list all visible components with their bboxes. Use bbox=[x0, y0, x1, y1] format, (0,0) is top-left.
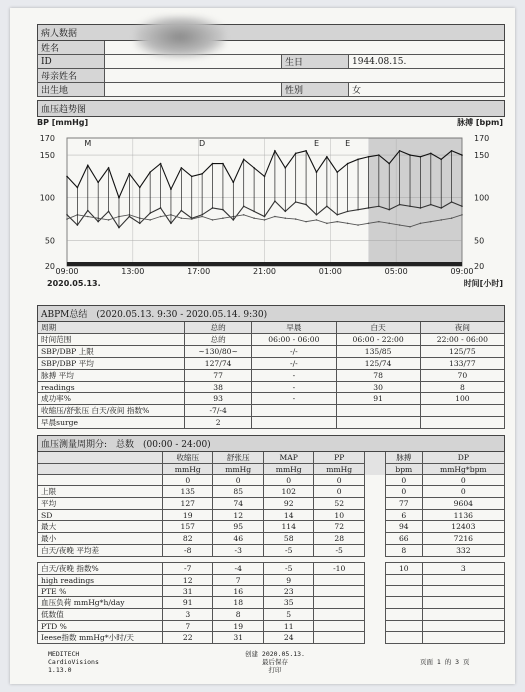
abpm-cell: 38 bbox=[185, 382, 252, 393]
x-tick-label: 01:00 bbox=[318, 267, 342, 276]
data-point bbox=[87, 216, 89, 218]
abpm-cell: 78 bbox=[336, 370, 420, 382]
period-cell: 95 bbox=[213, 521, 263, 533]
period-row bbox=[38, 510, 505, 521]
period-cell: 23 bbox=[263, 586, 313, 597]
period-cell: 94 bbox=[385, 521, 422, 533]
period-cell: 0 bbox=[213, 475, 263, 486]
y2-tick-label: 50 bbox=[474, 236, 485, 246]
abpm-header-cell: 白天 bbox=[336, 322, 420, 334]
period-cell bbox=[422, 632, 504, 644]
footer-vendor: MEDITECH bbox=[48, 650, 80, 658]
period-cell bbox=[364, 586, 385, 597]
footer-center bbox=[230, 650, 320, 674]
abpm-header-cell: 总的 bbox=[185, 322, 252, 334]
data-point bbox=[357, 224, 359, 226]
period-cell: 10 bbox=[385, 563, 422, 575]
period-cell: 12403 bbox=[422, 521, 504, 533]
period-cell: 6 bbox=[385, 510, 422, 521]
period-cell bbox=[38, 464, 163, 475]
footer-page-number: 页面 1 的 3 页 bbox=[420, 658, 470, 666]
period-cell: 14 bbox=[263, 510, 313, 521]
period-cell bbox=[364, 486, 385, 498]
x-tick-label: 21:00 bbox=[252, 267, 277, 276]
period-cell: 24 bbox=[263, 632, 313, 644]
period-cell bbox=[364, 510, 385, 521]
footer-left bbox=[48, 650, 99, 674]
abpm-cell: 06:00 - 06:00 bbox=[252, 334, 336, 346]
period-row bbox=[38, 475, 505, 486]
name-label: 姓名 bbox=[38, 41, 105, 55]
period-cell: -10 bbox=[314, 563, 364, 575]
period-row bbox=[38, 597, 505, 609]
trend-section bbox=[37, 100, 505, 296]
abpm-cell: SBP/DBP 上限 bbox=[38, 346, 185, 358]
abpm-cell: SBP/DBP 平均 bbox=[38, 358, 185, 370]
mother-label: 母亲姓名 bbox=[38, 69, 105, 83]
period-cell bbox=[364, 475, 385, 486]
sex-label: 性别 bbox=[282, 83, 349, 97]
period-title: 血压测量周期分: 总数 (00:00 - 24:00) bbox=[38, 436, 505, 452]
abpm-cell: ~130/80~ bbox=[185, 346, 252, 358]
data-point bbox=[295, 218, 297, 220]
abpm-cell: -7/-4 bbox=[185, 405, 252, 417]
abpm-cell: 125/75 bbox=[420, 346, 504, 358]
left-axis-label: BP [mmHg] bbox=[37, 118, 89, 127]
period-cell: 31 bbox=[163, 586, 213, 597]
abpm-row bbox=[38, 370, 505, 382]
footer-product: CardioVisions bbox=[48, 658, 99, 666]
period-cell: 82 bbox=[163, 533, 213, 545]
period-cell bbox=[422, 597, 504, 609]
period-cell: 28 bbox=[314, 533, 364, 545]
abpm-cell: 70 bbox=[420, 370, 504, 382]
period-cell: 0 bbox=[385, 486, 422, 498]
period-units-row bbox=[38, 464, 505, 475]
footer-version: 1.13.0 bbox=[48, 666, 72, 674]
abpm-cell: 125/74 bbox=[336, 358, 420, 370]
period-cell: -8 bbox=[163, 545, 213, 557]
abpm-row bbox=[38, 358, 505, 370]
data-point bbox=[201, 216, 203, 218]
period-cell: SD bbox=[38, 510, 163, 521]
period-row bbox=[38, 586, 505, 597]
chart-date: 2020.05.13. bbox=[47, 279, 101, 288]
x-tick-label: 13:00 bbox=[121, 267, 145, 276]
period-cell bbox=[385, 575, 422, 586]
data-point bbox=[336, 221, 338, 223]
period-cell: 77 bbox=[385, 498, 422, 510]
period-cell bbox=[385, 609, 422, 621]
data-point bbox=[430, 221, 432, 223]
period-cell: 血压负荷 mmHg*h/day bbox=[38, 597, 163, 609]
x-tick-label: 09:00 bbox=[55, 267, 79, 276]
abpm-cell bbox=[252, 405, 336, 417]
period-row bbox=[38, 545, 505, 557]
period-cell bbox=[364, 632, 385, 644]
period-cell: Ieese指数 mmHg*小时/天 bbox=[38, 632, 163, 644]
y-tick-label: 50 bbox=[44, 236, 55, 246]
data-point bbox=[399, 224, 401, 226]
abpm-cell: 时间范围 bbox=[38, 334, 185, 346]
period-cell: 22 bbox=[163, 632, 213, 644]
period-cell bbox=[364, 597, 385, 609]
event-marker: D bbox=[199, 139, 206, 148]
period-cell: PP bbox=[314, 452, 364, 464]
period-cell: 72 bbox=[314, 521, 364, 533]
data-point bbox=[368, 223, 370, 225]
period-cell: -3 bbox=[213, 545, 263, 557]
period-cell bbox=[422, 621, 504, 632]
period-cell: 12 bbox=[213, 510, 263, 521]
trend-section-title: 血压趋势图 bbox=[37, 100, 505, 117]
period-cell: -5 bbox=[263, 563, 313, 575]
period-cell: 0 bbox=[422, 475, 504, 486]
period-cell: 19 bbox=[163, 510, 213, 521]
data-point bbox=[253, 217, 255, 219]
period-cell: 52 bbox=[314, 498, 364, 510]
period-cell: 3 bbox=[163, 609, 213, 621]
data-point bbox=[66, 218, 68, 220]
period-cell: 白天/夜晚 平均差 bbox=[38, 545, 163, 557]
period-cell bbox=[364, 464, 385, 475]
event-marker: E bbox=[345, 139, 351, 148]
abpm-cell: 收缩压/舒张压 白天/夜间 指数% bbox=[38, 405, 185, 417]
period-cell: 0 bbox=[314, 475, 364, 486]
abpm-cell: 135/85 bbox=[336, 346, 420, 358]
x-tick-label: 09:00 bbox=[450, 267, 474, 276]
y-tick-label: 170 bbox=[39, 134, 55, 143]
abpm-header-cell: 夜间 bbox=[420, 322, 504, 334]
period-analysis bbox=[37, 435, 505, 644]
period-cell: 12 bbox=[163, 575, 213, 586]
birth-value: 1944.08.15. bbox=[349, 55, 505, 69]
data-point bbox=[160, 216, 162, 218]
y2-tick-label: 20 bbox=[474, 262, 485, 271]
period-cell bbox=[38, 452, 163, 464]
abpm-cell: 脉搏 平均 bbox=[38, 370, 185, 382]
abpm-cell bbox=[420, 405, 504, 417]
period-cell: 收缩压 bbox=[163, 452, 213, 464]
period-cell: 19 bbox=[213, 621, 263, 632]
data-point bbox=[149, 219, 151, 221]
period-header-row bbox=[38, 452, 505, 464]
data-point bbox=[378, 221, 380, 223]
period-cell: 最大 bbox=[38, 521, 163, 533]
period-cell: 上限 bbox=[38, 486, 163, 498]
period-cell: 135 bbox=[163, 486, 213, 498]
abpm-row bbox=[38, 405, 505, 417]
period-cell: 平均 bbox=[38, 498, 163, 510]
period-cell: mmHg bbox=[163, 464, 213, 475]
period-cell: 0 bbox=[422, 486, 504, 498]
period-cell: 85 bbox=[213, 486, 263, 498]
abpm-cell: 133/77 bbox=[420, 358, 504, 370]
abpm-header-cell: 早晨 bbox=[252, 322, 336, 334]
birth-label: 生日 bbox=[282, 55, 349, 69]
period-cell: 3 bbox=[422, 563, 504, 575]
footer-printed: 打印 bbox=[268, 666, 282, 674]
period-cell bbox=[314, 621, 364, 632]
data-point bbox=[222, 217, 224, 219]
period-cell: 18 bbox=[213, 597, 263, 609]
event-marker: E bbox=[313, 139, 320, 148]
period-cell: 46 bbox=[213, 533, 263, 545]
period-cell bbox=[364, 621, 385, 632]
abpm-cell: 06:00 - 22:00 bbox=[336, 334, 420, 346]
abpm-cell: 8 bbox=[420, 382, 504, 393]
abpm-summary bbox=[37, 305, 505, 429]
period-cell bbox=[364, 521, 385, 533]
period-cell: 最小 bbox=[38, 533, 163, 545]
period-cell: 0 bbox=[263, 475, 313, 486]
period-cell: 7 bbox=[163, 621, 213, 632]
data-point bbox=[305, 221, 307, 223]
abpm-row bbox=[38, 393, 505, 405]
period-cell: 157 bbox=[163, 521, 213, 533]
abpm-row bbox=[38, 382, 505, 393]
period-cell: mmHg bbox=[263, 464, 313, 475]
period-cell: mmHg bbox=[213, 464, 263, 475]
abpm-cell bbox=[252, 417, 336, 429]
data-point bbox=[440, 219, 442, 221]
period-cell bbox=[314, 575, 364, 586]
period-row bbox=[38, 521, 505, 533]
period-cell: PTE % bbox=[38, 586, 163, 597]
period-cell: 7 bbox=[213, 575, 263, 586]
sex-value: 女 bbox=[349, 83, 505, 97]
period-cell bbox=[364, 575, 385, 586]
night-shading bbox=[368, 138, 462, 266]
period-cell bbox=[385, 586, 422, 597]
period-cell: 10 bbox=[314, 510, 364, 521]
period-cell: 91 bbox=[163, 597, 213, 609]
mother-value bbox=[105, 69, 505, 83]
period-cell: 31 bbox=[213, 632, 263, 644]
data-point bbox=[108, 219, 110, 221]
period-cell: mmHg bbox=[314, 464, 364, 475]
period-cell bbox=[385, 597, 422, 609]
period-cell bbox=[364, 609, 385, 621]
y2-tick-label: 100 bbox=[474, 193, 490, 203]
abpm-cell: - bbox=[252, 393, 336, 405]
period-row bbox=[38, 498, 505, 510]
period-cell: bpm bbox=[385, 464, 422, 475]
time-bar bbox=[67, 262, 462, 266]
period-cell bbox=[314, 586, 364, 597]
abpm-row bbox=[38, 334, 505, 346]
period-cell: 0 bbox=[385, 475, 422, 486]
period-cell: 低数值 bbox=[38, 609, 163, 621]
period-cell: PTD % bbox=[38, 621, 163, 632]
period-cell: MAP bbox=[263, 452, 313, 464]
period-cell: 16 bbox=[213, 586, 263, 597]
y-tick-label: 20 bbox=[44, 262, 55, 271]
data-point bbox=[388, 223, 390, 225]
x-axis-label: 时间[小时] bbox=[463, 279, 503, 288]
y2-tick-label: 150 bbox=[474, 151, 490, 161]
abpm-title: ABPM总结 (2020.05.13. 9:30 - 2020.05.14. 9:30) bbox=[38, 306, 505, 322]
abpm-cell: 2 bbox=[185, 417, 252, 429]
period-cell: 白天/夜晚 指数% bbox=[38, 563, 163, 575]
patient-section bbox=[37, 24, 505, 97]
data-point bbox=[212, 219, 214, 221]
period-cell bbox=[364, 452, 385, 464]
data-point bbox=[243, 214, 245, 216]
period-row bbox=[38, 621, 505, 632]
period-cell: 9 bbox=[263, 575, 313, 586]
period-cell: -7 bbox=[163, 563, 213, 575]
period-cell: 92 bbox=[263, 498, 313, 510]
period-cell: 0 bbox=[163, 475, 213, 486]
right-axis-label: 脉搏 [bpm] bbox=[457, 118, 503, 127]
abpm-cell bbox=[336, 417, 420, 429]
period-cell: 35 bbox=[263, 597, 313, 609]
abpm-cell: readings bbox=[38, 382, 185, 393]
patient-section-title: 病人数据 bbox=[38, 25, 505, 41]
period-cell bbox=[364, 563, 385, 575]
abpm-cell: 成功率% bbox=[38, 393, 185, 405]
data-point bbox=[461, 214, 463, 216]
event-marker: M bbox=[84, 139, 92, 148]
data-point bbox=[316, 219, 318, 221]
x-tick-label: 05:00 bbox=[384, 267, 408, 276]
abpm-header-cell: 周期 bbox=[38, 322, 185, 334]
period-cell: 脉搏 bbox=[385, 452, 422, 464]
period-cell: -5 bbox=[314, 545, 364, 557]
period-row bbox=[38, 575, 505, 586]
data-point bbox=[181, 217, 183, 219]
data-point bbox=[347, 223, 349, 225]
period-cell: 127 bbox=[163, 498, 213, 510]
abpm-cell: 早晨surge bbox=[38, 417, 185, 429]
birthplace-label: 出生地 bbox=[38, 83, 105, 97]
abpm-cell: 22:00 - 06:00 bbox=[420, 334, 504, 346]
abpm-cell: 总的 bbox=[185, 334, 252, 346]
data-point bbox=[409, 226, 411, 228]
period-cell bbox=[385, 621, 422, 632]
period-cell: 8 bbox=[385, 545, 422, 557]
period-cell: -5 bbox=[263, 545, 313, 557]
id-label: ID bbox=[38, 55, 105, 69]
period-cell bbox=[364, 533, 385, 545]
abpm-cell: 127/74 bbox=[185, 358, 252, 370]
abpm-row bbox=[38, 417, 505, 429]
data-point bbox=[326, 223, 328, 225]
abpm-cell: 30 bbox=[336, 382, 420, 393]
period-cell bbox=[364, 545, 385, 557]
period-cell: 114 bbox=[263, 521, 313, 533]
bp-trend-chart bbox=[37, 116, 505, 292]
data-point bbox=[284, 217, 286, 219]
birthplace-value bbox=[105, 83, 282, 97]
y-tick-label: 100 bbox=[39, 193, 55, 203]
abpm-cell: 93 bbox=[185, 393, 252, 405]
abpm-row bbox=[38, 346, 505, 358]
period-row bbox=[38, 533, 505, 545]
y2-tick-label: 170 bbox=[474, 134, 490, 143]
period-cell: 11 bbox=[263, 621, 313, 632]
period-cell bbox=[422, 609, 504, 621]
period-cell: mmHg*bpm bbox=[422, 464, 504, 475]
period-cell: 332 bbox=[422, 545, 504, 557]
abpm-cell: -/- bbox=[252, 346, 336, 358]
abpm-cell bbox=[420, 417, 504, 429]
abpm-cell: -/- bbox=[252, 358, 336, 370]
period-row bbox=[38, 563, 505, 575]
data-point bbox=[274, 216, 276, 218]
period-cell bbox=[38, 475, 163, 486]
period-cell: 5 bbox=[263, 609, 313, 621]
abpm-cell: 91 bbox=[336, 393, 420, 405]
period-cell: 102 bbox=[263, 486, 313, 498]
data-point bbox=[191, 218, 193, 220]
period-cell: 舒张压 bbox=[213, 452, 263, 464]
data-point bbox=[420, 223, 422, 225]
abpm-cell: 77 bbox=[185, 370, 252, 382]
period-cell: -4 bbox=[213, 563, 263, 575]
period-cell bbox=[422, 586, 504, 597]
footer-saved: 最后保存 bbox=[262, 658, 288, 666]
period-cell: 7216 bbox=[422, 533, 504, 545]
abpm-cell bbox=[336, 405, 420, 417]
period-cell bbox=[422, 575, 504, 586]
abpm-cell: - bbox=[252, 370, 336, 382]
period-cell: 9604 bbox=[422, 498, 504, 510]
period-row bbox=[38, 632, 505, 644]
period-cell bbox=[385, 632, 422, 644]
period-cell: high readings bbox=[38, 575, 163, 586]
period-cell: DP bbox=[422, 452, 504, 464]
period-cell: 0 bbox=[314, 486, 364, 498]
period-cell: 74 bbox=[213, 498, 263, 510]
period-cell: 8 bbox=[213, 609, 263, 621]
period-cell bbox=[314, 632, 364, 644]
footer-created: 创建 2020.05.13. bbox=[245, 650, 305, 658]
period-row bbox=[38, 486, 505, 498]
period-cell bbox=[314, 609, 364, 621]
period-cell: 66 bbox=[385, 533, 422, 545]
y-tick-label: 150 bbox=[39, 151, 55, 161]
period-cell bbox=[314, 597, 364, 609]
period-cell: 1136 bbox=[422, 510, 504, 521]
period-cell: 58 bbox=[263, 533, 313, 545]
redaction-blur bbox=[135, 16, 225, 58]
data-point bbox=[264, 219, 266, 221]
abpm-cell: 100 bbox=[420, 393, 504, 405]
abpm-cell: - bbox=[252, 382, 336, 393]
data-point bbox=[451, 217, 453, 219]
period-row bbox=[38, 609, 505, 621]
period-cell bbox=[364, 498, 385, 510]
x-tick-label: 17:00 bbox=[187, 267, 211, 276]
